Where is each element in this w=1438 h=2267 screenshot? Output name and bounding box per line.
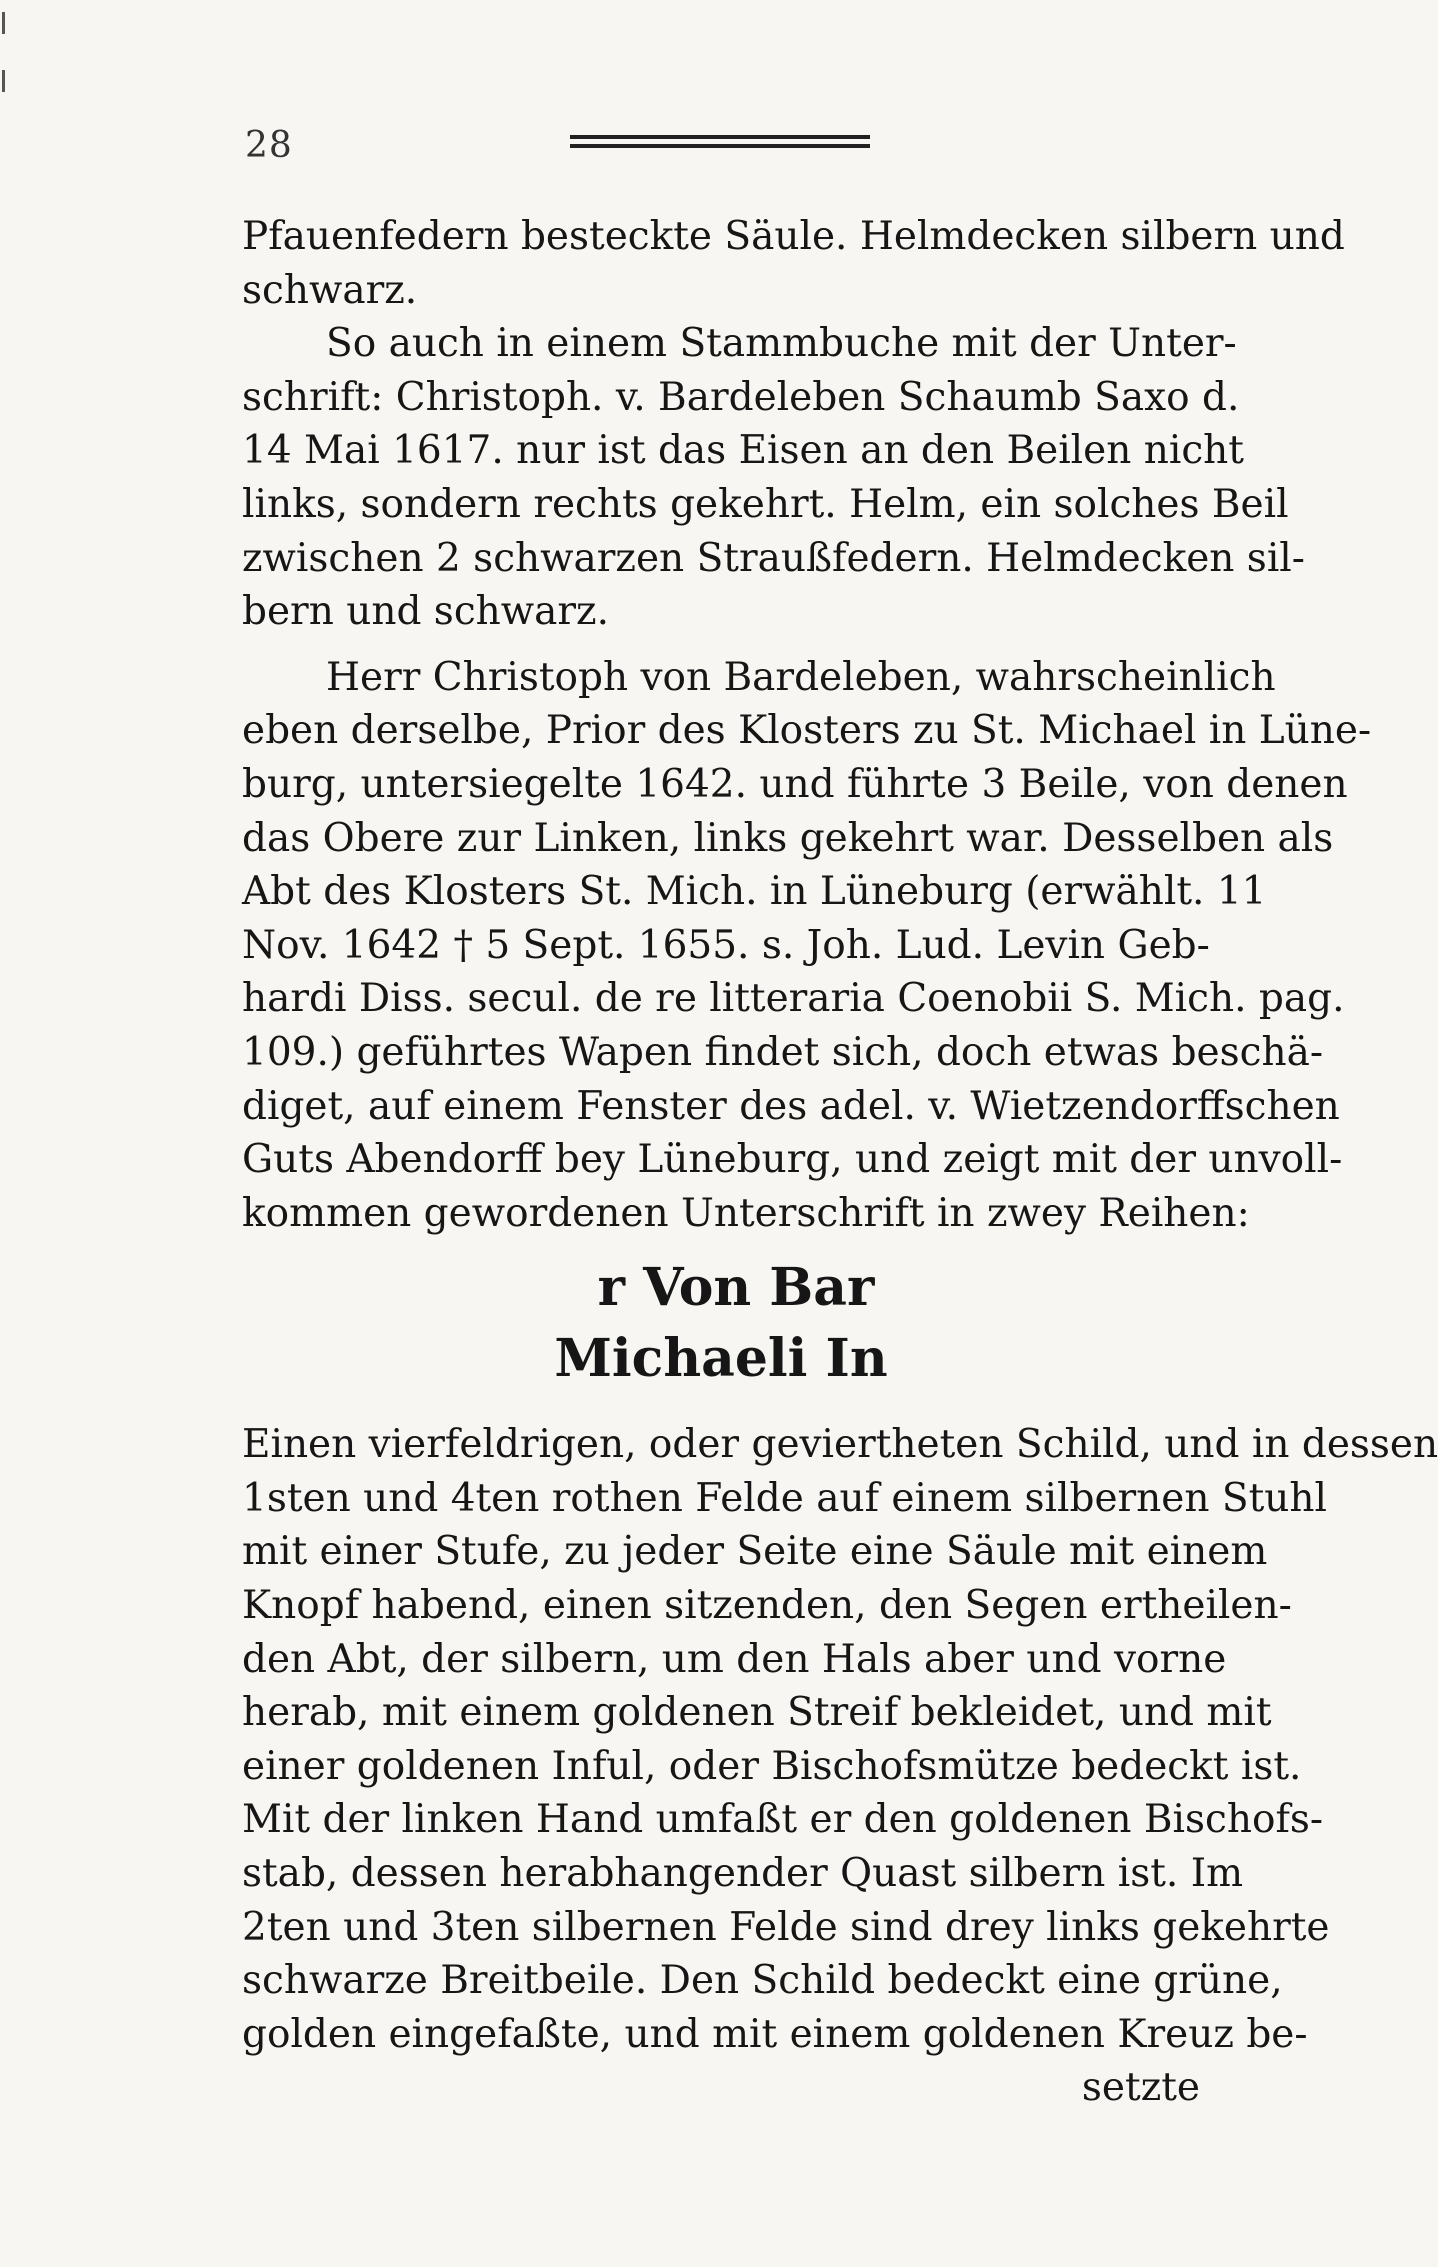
body-text bbox=[242, 210, 1438, 2115]
text-line: 2ten und 3ten silbernen Felde sind drey links gekehrte bbox=[242, 1904, 1330, 1950]
text-line: kommen gewordenen Unterschrift in zwey Reihen: bbox=[242, 1190, 1250, 1236]
text-line: hardi Diss. secul. de re litteraria Coenobii S. Mich. pag. bbox=[242, 976, 1345, 1022]
text-line: Knopf habend, einen sitzenden, den Segen ertheilen- bbox=[242, 1583, 1292, 1629]
text-line: Einen vierfeldrigen, oder geviertheten Schild, und in dessen bbox=[242, 1422, 1438, 1468]
page-number: 28 bbox=[245, 125, 293, 166]
paragraph-2 bbox=[242, 317, 1305, 639]
paragraph-1 bbox=[242, 210, 1345, 317]
text-line: zwischen 2 schwarzen Straußfedern. Helmdecken sil- bbox=[242, 535, 1305, 581]
paragraph-3 bbox=[242, 651, 1372, 1241]
text-line: bern und schwarz. bbox=[242, 589, 609, 635]
text-line: Pfauenfedern besteckte Säule. Helmdecken silbern und bbox=[242, 214, 1345, 259]
text-line: So auch in einem Stammbuche mit der Unter- bbox=[326, 321, 1237, 367]
text-line: 14 Mai 1617. nur ist das Eisen an den Beilen nicht bbox=[242, 428, 1244, 474]
text-line: schrift: Christoph. v. Bardeleben Schaumb Saxo d. bbox=[242, 374, 1240, 420]
text-line: mit einer Stufe, zu jeder Seite eine Säule mit einem bbox=[242, 1529, 1268, 1575]
text-line: schwarze Breitbeile. Den Schild bedeckt eine grüne, bbox=[242, 1958, 1283, 2004]
catchword: setzte bbox=[1081, 2065, 1200, 2111]
text-line: burg, untersiegelte 1642. und führte 3 Beile, von denen bbox=[242, 761, 1348, 807]
paragraph-4 bbox=[242, 1418, 1438, 2061]
text-line: golden eingefaßte, und mit einem goldenen Kreuz be- bbox=[242, 2011, 1308, 2057]
text-line: eben derselbe, Prior des Klosters zu St. Michael in Lüne- bbox=[242, 708, 1372, 754]
header-rule bbox=[570, 135, 870, 139]
text-line: Nov. 1642 † 5 Sept. 1655. s. Joh. Lud. Levin Geb- bbox=[242, 922, 1210, 968]
text-line: Mit der linken Hand umfaßt er den goldenen Bischofs- bbox=[242, 1797, 1324, 1843]
page-header bbox=[245, 125, 1200, 165]
inscription-line-1: r Von Bar bbox=[597, 1257, 875, 1319]
text-line: 109.) geführtes Wapen findet sich, doch etwas beschä- bbox=[242, 1029, 1324, 1075]
text-line: diget, auf einem Fenster des adel. v. Wietzendorffschen bbox=[242, 1083, 1340, 1129]
text-line: links, sondern rechts gekehrt. Helm, ein solches Beil bbox=[242, 481, 1289, 527]
text-line: schwarz. bbox=[242, 267, 418, 313]
text-line: herab, mit einem goldenen Streif bekleidet, und mit bbox=[242, 1690, 1272, 1736]
text-line: einer goldenen Inful, oder Bischofsmütze bedeckt ist. bbox=[242, 1743, 1302, 1789]
scan-edge-mark bbox=[2, 70, 5, 92]
header-rule bbox=[570, 144, 870, 148]
text-line: das Obere zur Linken, links gekehrt war. Desselben als bbox=[242, 815, 1334, 861]
text-line: 1sten und 4ten rothen Felde auf einem silbernen Stuhl bbox=[242, 1475, 1327, 1521]
inscription-line-2: Michaeli In bbox=[554, 1328, 888, 1390]
text-line: Abt des Klosters St. Mich. in Lüneburg (erwählt. 11 bbox=[242, 869, 1267, 915]
text-line: den Abt, der silbern, um den Hals aber und vorne bbox=[242, 1636, 1227, 1682]
inscription bbox=[242, 1254, 1200, 1396]
scan-edge-mark bbox=[2, 12, 5, 34]
text-line: Guts Abendorff bey Lüneburg, und zeigt mit der unvoll- bbox=[242, 1137, 1343, 1183]
text-line: stab, dessen herabhangender Quast silbern ist. Im bbox=[242, 1851, 1244, 1897]
text-line: Herr Christoph von Bardeleben, wahrscheinlich bbox=[326, 654, 1276, 700]
